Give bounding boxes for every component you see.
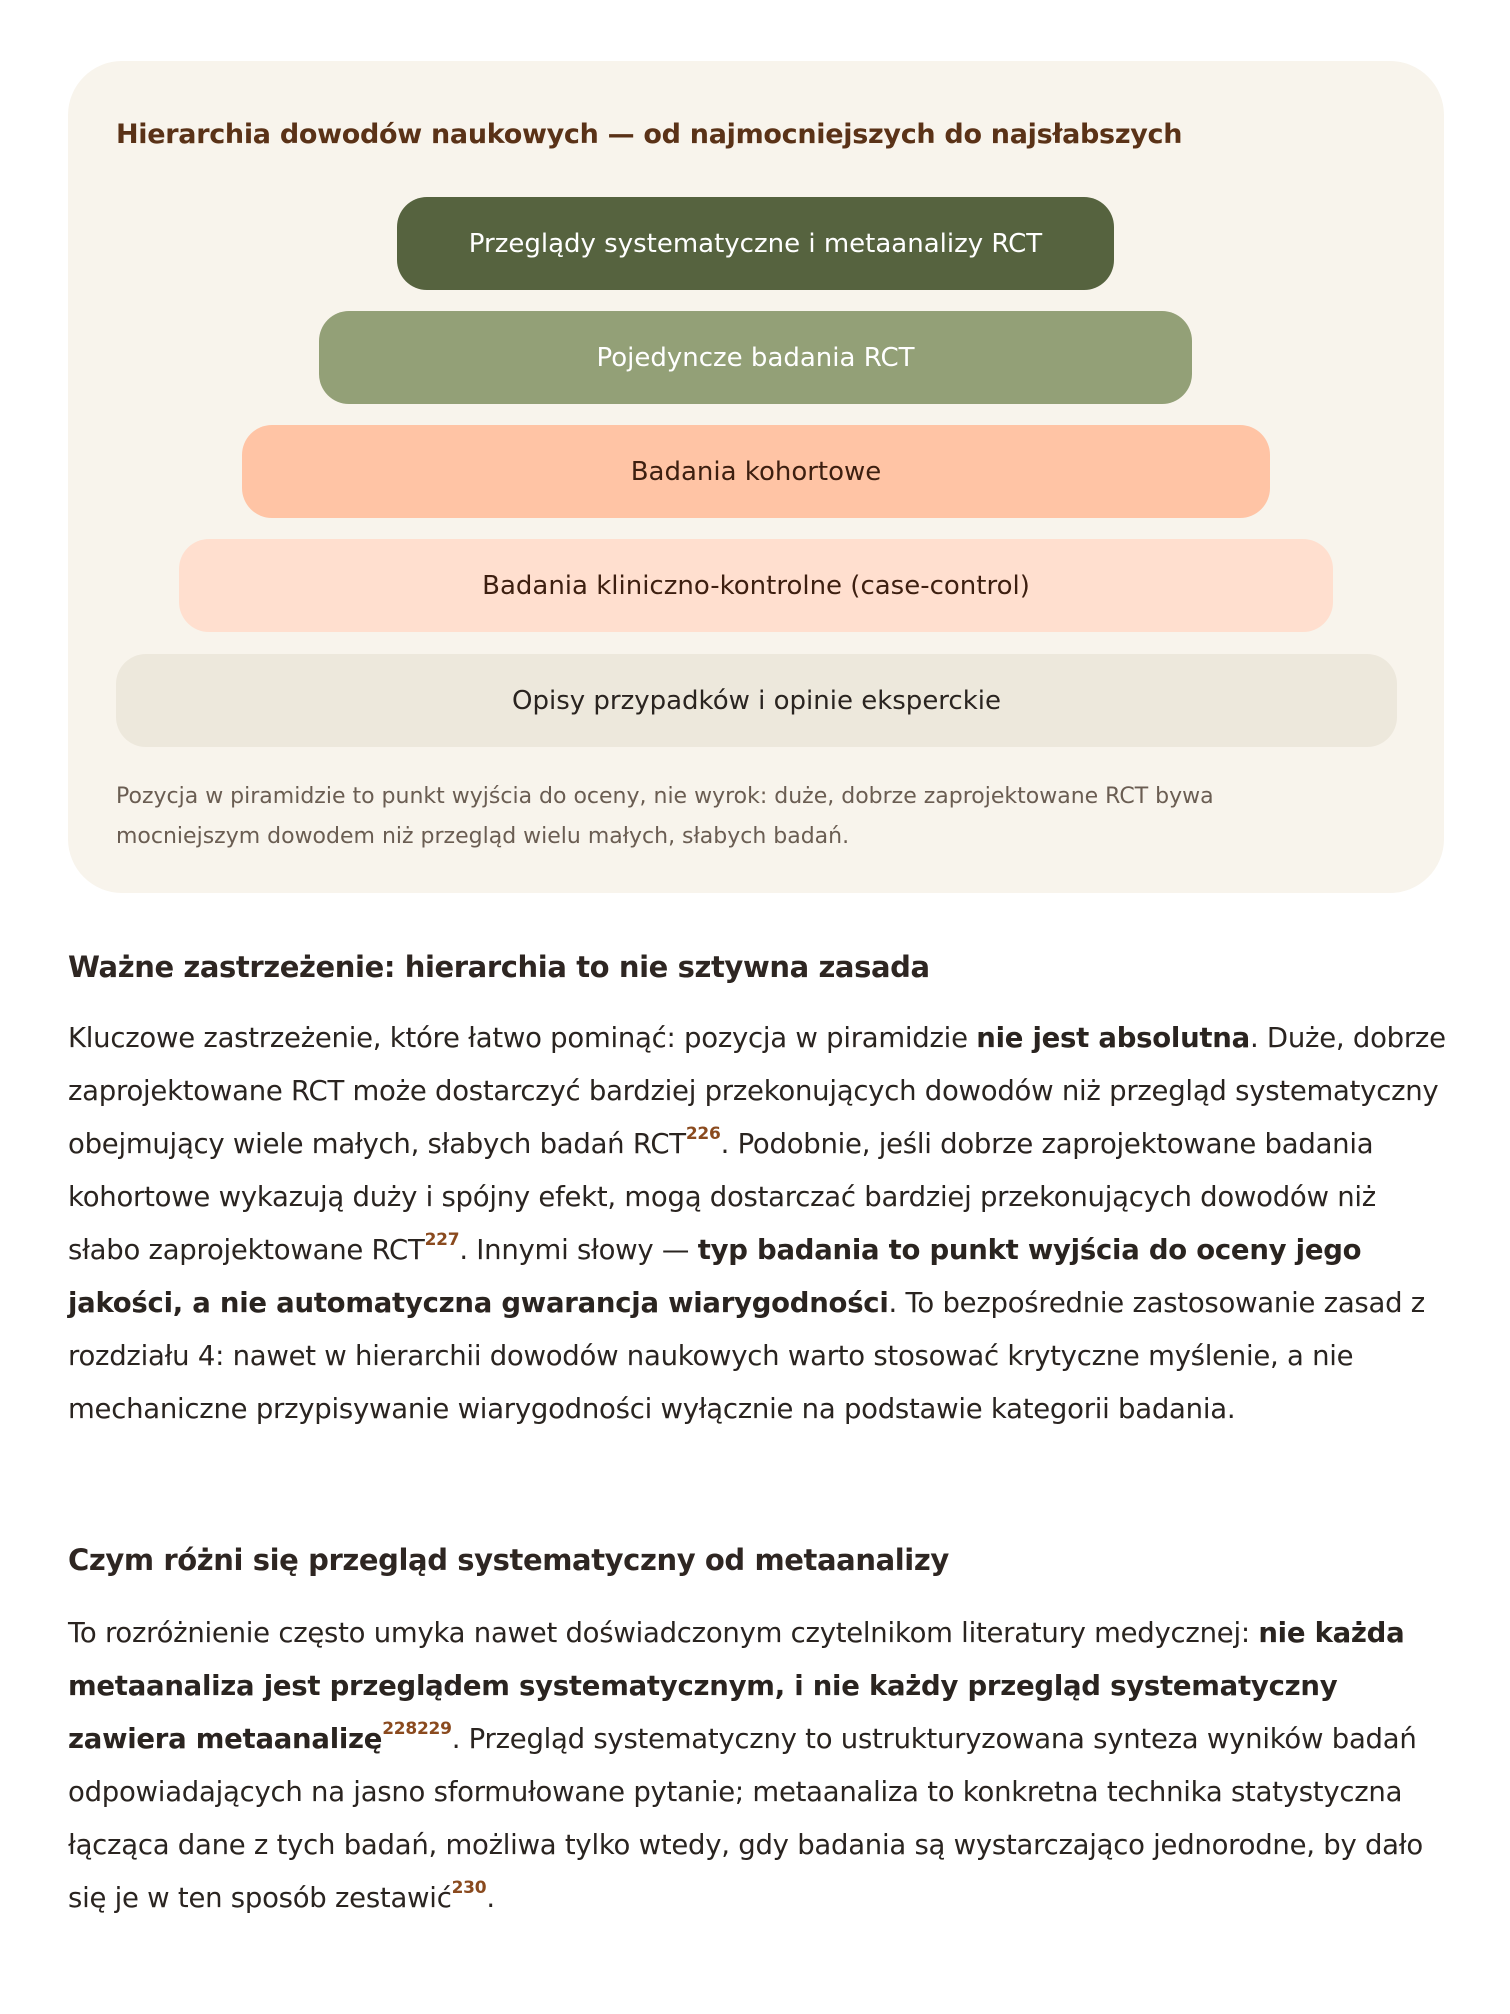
footnote-ref-230[interactable]: 230 [451, 1878, 487, 1898]
pyramid-tier-cohort: Badania kohortowe [242, 425, 1270, 518]
footnote-ref-228[interactable]: 228 [382, 1719, 417, 1739]
text-run: To rozróżnienie często umyka nawet doświadczonym czytelnikom literatury medycznej: [68, 1617, 1259, 1649]
pyramid-tier-case-reports: Opisy przypadków i opinie eksperckie [116, 654, 1397, 747]
emphasis: typ badania to punkt wyjścia do oceny jego jakości, a nie automatyczna gwarancja wiarygodności [68, 1234, 1362, 1319]
text-run: . Podobnie, jeśli dobrze zaprojektowane badania kohortowe wykazują duży i spójny efekt, mogą dostarczać bardziej przekonujących dowodów niż słabo zaprojektowane RCT [68, 1128, 1376, 1266]
emphasis: nie każda metaanaliza jest przeglądem systematycznym, i nie każdy przegląd systematyczny zawiera metaanalizę [68, 1617, 1405, 1755]
pyramid-title: Hierarchia dowodów naukowych — od najmocniejszych do najsłabszych [116, 119, 1183, 150]
text-run: . Innymi słowy — [459, 1234, 698, 1266]
pyramid-tier-case-control: Badania kliniczno-kontrolne (case-control) [179, 539, 1333, 632]
text-run: . Duże, dobrze zaprojektowane RCT może dostarczyć bardziej przekonujących dowodów niż przegląd systematyczny obejmujący wiele małych, słabych badań RCT [68, 1022, 1446, 1160]
emphasis: nie jest absolutna [976, 1022, 1250, 1054]
text-run: . To bezpośrednie zastosowanie zasad z rozdziału 4: nawet w hierarchii dowodów naukowych warto stosować krytyczne myślenie, a nie mechaniczne przypisywanie wiarygodności wyłącznie na podstawie kategorii badania. [68, 1287, 1425, 1425]
pyramid-tier-systematic-reviews: Przeglądy systematyczne i metaanalizy RCT [397, 197, 1114, 290]
text-run: . Przegląd systematyczny to ustrukturyzowana synteza wyników badań odpowiadających na jasno sformułowane pytanie; metaanaliza to konkretna technika statystyczna łącząca dane z tych badań, możliwa tylko wtedy, gdy badania są wystarczająco jednorodne, by dało się je w ten sposób zestawić [68, 1723, 1423, 1914]
footnote-ref-229[interactable]: 229 [416, 1719, 452, 1739]
evidence-pyramid-card [68, 61, 1444, 893]
pyramid-tier-rct: Pojedyncze badania RCT [319, 311, 1192, 404]
text-run: . [486, 1882, 495, 1914]
paragraph-review-vs-meta [68, 1607, 1448, 1925]
pyramid-caption: Pozycja w piramidzie to punkt wyjścia do oceny, nie wyrok: duże, dobrze zaprojektowane RCT bywa mocniejszym dowodem niż przegląd wielu małych, słabych badań. [116, 784, 1214, 849]
section-heading-review-vs-meta: Czym różni się przegląd systematyczny od metaanalizy [68, 1543, 949, 1577]
text-run: Kluczowe zastrzeżenie, które łatwo pominąć: pozycja w piramidzie [68, 1022, 977, 1054]
paragraph-caveat [68, 1012, 1448, 1436]
section-heading-caveat: Ważne zastrzeżenie: hierarchia to nie sztywna zasada [68, 950, 930, 984]
footnote-ref-226[interactable]: 226 [685, 1124, 721, 1144]
footnote-ref-227[interactable]: 227 [424, 1230, 460, 1250]
